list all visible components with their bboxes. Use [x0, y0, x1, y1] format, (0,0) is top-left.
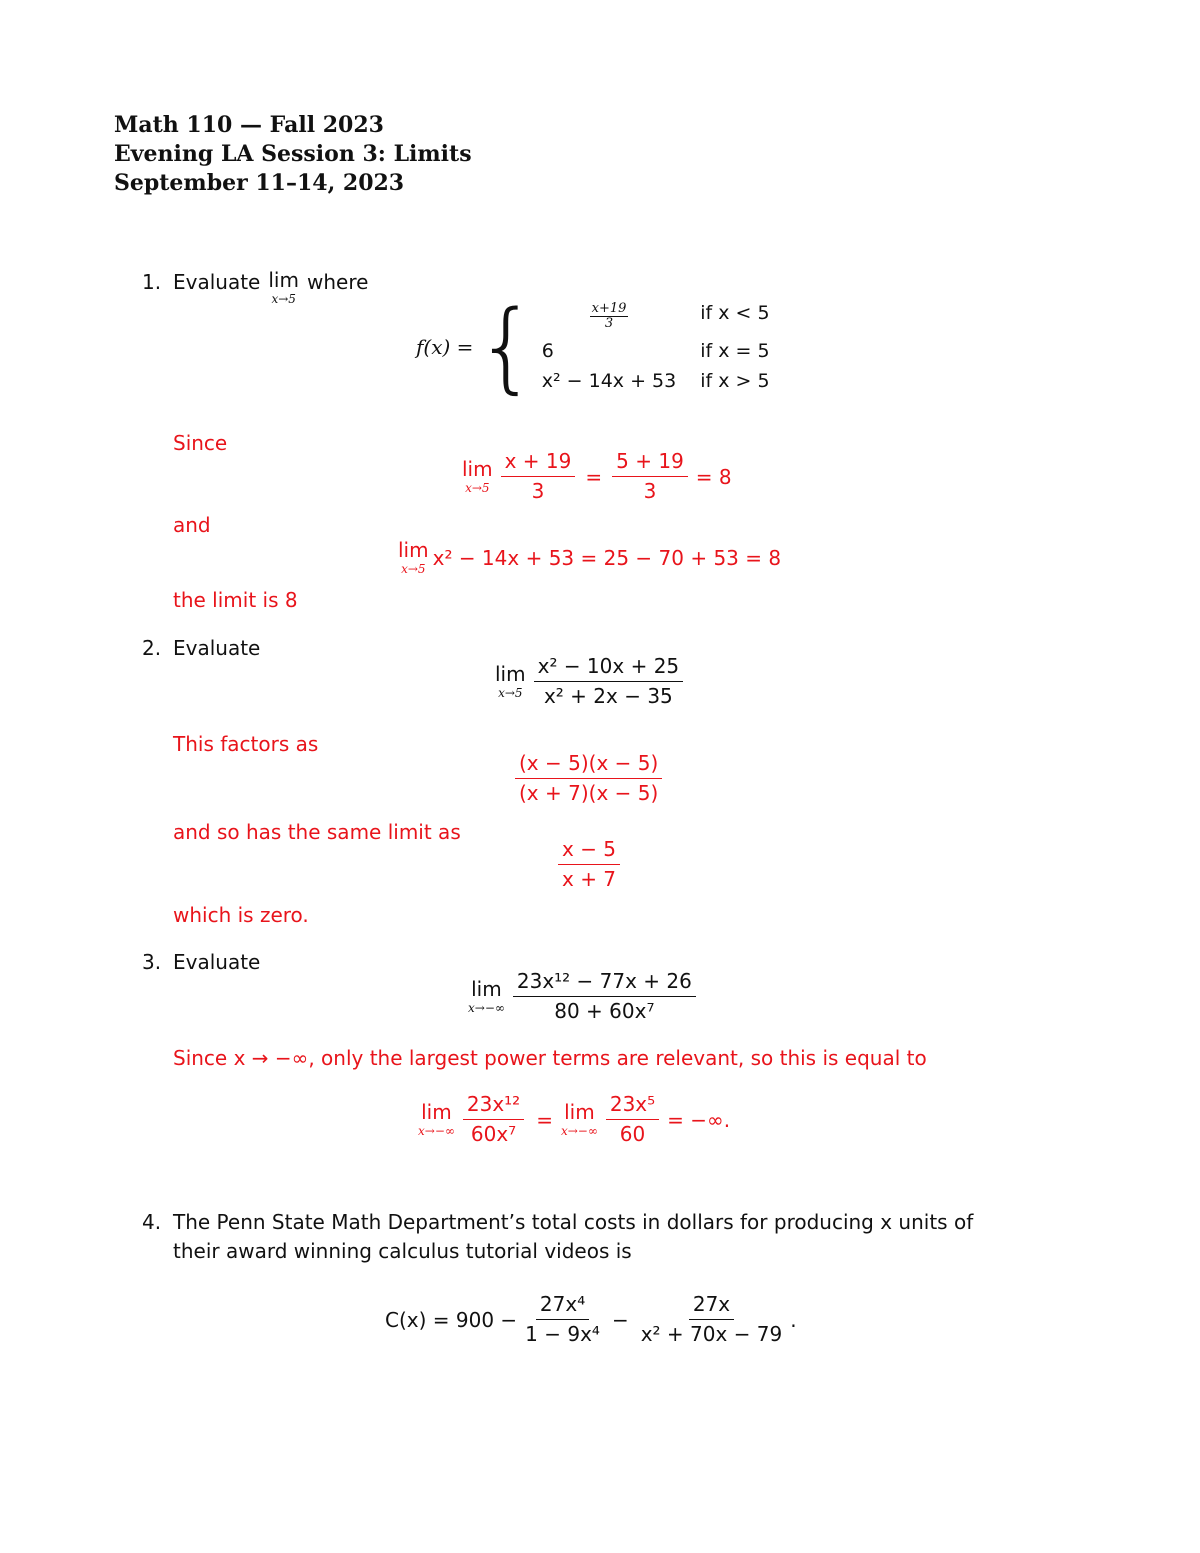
numerator: 27x: [689, 1293, 734, 1320]
lim-sub: x→5: [498, 686, 523, 700]
cases-grid: [542, 302, 770, 392]
lim-label: lim: [495, 662, 526, 686]
problem-2-expression: [495, 655, 687, 708]
problem-2-prompt: Evaluate: [173, 636, 261, 660]
lim: [418, 1102, 455, 1137]
solution-1-conclusion: the limit is 8: [173, 588, 298, 612]
solution-3-equation: [418, 1093, 730, 1146]
fraction: [515, 752, 662, 805]
course-title: Math 110 — Fall 2023: [114, 112, 384, 138]
case-2-expr: 6: [541, 339, 554, 362]
denominator: x + 7: [562, 867, 617, 891]
lim: [561, 1102, 598, 1137]
numerator: 5 + 19: [612, 450, 688, 477]
lim-label: lim: [398, 538, 429, 562]
case-3-cond: if x > 5: [700, 369, 770, 392]
problem-1-prompt-text: Evaluate: [173, 270, 261, 294]
lim-label: lim: [268, 268, 299, 292]
equals-sign: =: [585, 464, 603, 489]
denominator: 60x⁷: [470, 1122, 517, 1146]
minus-sign: −: [611, 1307, 629, 1332]
denominator: 60: [619, 1122, 646, 1146]
numerator: x − 5: [558, 838, 620, 865]
lim-label: lim: [564, 1100, 595, 1124]
solution-3-text: Since x → −∞, only the largest power terms are relevant, so this is equal to: [173, 1046, 927, 1070]
equals-sign: =: [536, 1107, 553, 1132]
function-lhs: f(x) =: [416, 334, 474, 359]
problem-4-number: 4.: [142, 1210, 162, 1234]
case-1-den: 3: [604, 316, 614, 332]
lim-label: lim: [471, 977, 502, 1001]
lim: [398, 540, 429, 575]
brace-symbol: {: [475, 289, 538, 404]
numerator: 23x¹²: [463, 1093, 524, 1120]
result: = −∞.: [667, 1107, 731, 1132]
case-1-expr: [542, 302, 676, 332]
cost-function: [385, 1293, 797, 1346]
fraction: [534, 655, 684, 708]
case-1-num: x+19: [591, 301, 627, 316]
lim: [468, 979, 505, 1014]
lim-sub: x→5: [271, 292, 296, 306]
problem-1-prompt: [173, 270, 368, 305]
solution-2-factors-text: This factors as: [173, 732, 319, 756]
case-1-cond: if x < 5: [700, 302, 770, 324]
denominator: (x + 7)(x − 5): [519, 781, 659, 805]
numerator: 23x⁵: [606, 1093, 659, 1120]
problem-3-number: 3.: [142, 950, 162, 974]
numerator: x + 19: [501, 450, 576, 477]
problem-1-lim: [268, 270, 299, 305]
fraction: [606, 1093, 659, 1146]
lim: [462, 459, 493, 494]
lim-sub: x→−∞: [418, 1124, 455, 1138]
solution-1-since: Since: [173, 431, 228, 455]
lim-label: lim: [462, 457, 493, 481]
piecewise-function: [416, 289, 770, 404]
lim-sub: x→−∞: [468, 1001, 505, 1015]
problem-1-prompt-tail: where: [306, 270, 369, 294]
denominator: 3: [531, 479, 545, 503]
expression: x² − 14x + 53 = 25 − 70 + 53 = 8: [432, 545, 782, 570]
session-dates: September 11–14, 2023: [114, 170, 405, 196]
numerator: 27x⁴: [536, 1293, 589, 1320]
denominator: x² + 70x − 79: [640, 1322, 783, 1346]
fraction: [637, 1293, 787, 1346]
solution-2-same-limit: and so has the same limit as: [173, 820, 461, 844]
lim-sub: x→5: [465, 481, 490, 495]
numerator: (x − 5)(x − 5): [515, 752, 662, 779]
lim-label: lim: [421, 1100, 452, 1124]
numerator: 23x¹² − 77x + 26: [513, 970, 696, 997]
case-3-expr: x² − 14x + 53: [541, 369, 677, 392]
denominator: 1 − 9x⁴: [525, 1322, 600, 1346]
solution-2-conclusion: which is zero.: [173, 903, 309, 927]
fraction: [501, 450, 576, 503]
solution-2-reduced: [554, 838, 624, 891]
case-2-cond: if x = 5: [700, 339, 770, 362]
denominator: x² + 2x − 35: [543, 684, 673, 708]
fraction: [558, 838, 620, 891]
problem-4-text-line1: The Penn State Math Department’s total costs in dollars for producing x units of: [173, 1210, 974, 1234]
fraction: [521, 1293, 604, 1346]
denominator: 80 + 60x⁷: [554, 999, 655, 1023]
numerator: x² − 10x + 25: [534, 655, 684, 682]
lim-sub: x→5: [401, 562, 426, 576]
problem-3-prompt: Evaluate: [173, 950, 261, 974]
solution-1-eq2: [398, 540, 781, 575]
problem-1-number: 1.: [142, 270, 162, 294]
solution-1-eq1: [462, 450, 732, 503]
fraction: [463, 1093, 524, 1146]
problem-2-number: 2.: [142, 636, 162, 660]
problem-4-text-line2: their award winning calculus tutorial videos is: [173, 1239, 632, 1263]
solution-1-and: and: [173, 513, 211, 537]
cost-lhs: C(x) = 900 −: [385, 1307, 518, 1332]
problem-3-expression: [468, 970, 700, 1023]
lim: [495, 664, 526, 699]
session-title: Evening LA Session 3: Limits: [114, 141, 472, 167]
result: = 8: [695, 464, 732, 489]
lim-sub: x→−∞: [560, 1124, 598, 1138]
fraction: [612, 450, 688, 503]
fraction: [513, 970, 696, 1023]
denominator: 3: [643, 479, 657, 503]
solution-2-factored: [511, 752, 666, 805]
period: .: [790, 1307, 797, 1332]
